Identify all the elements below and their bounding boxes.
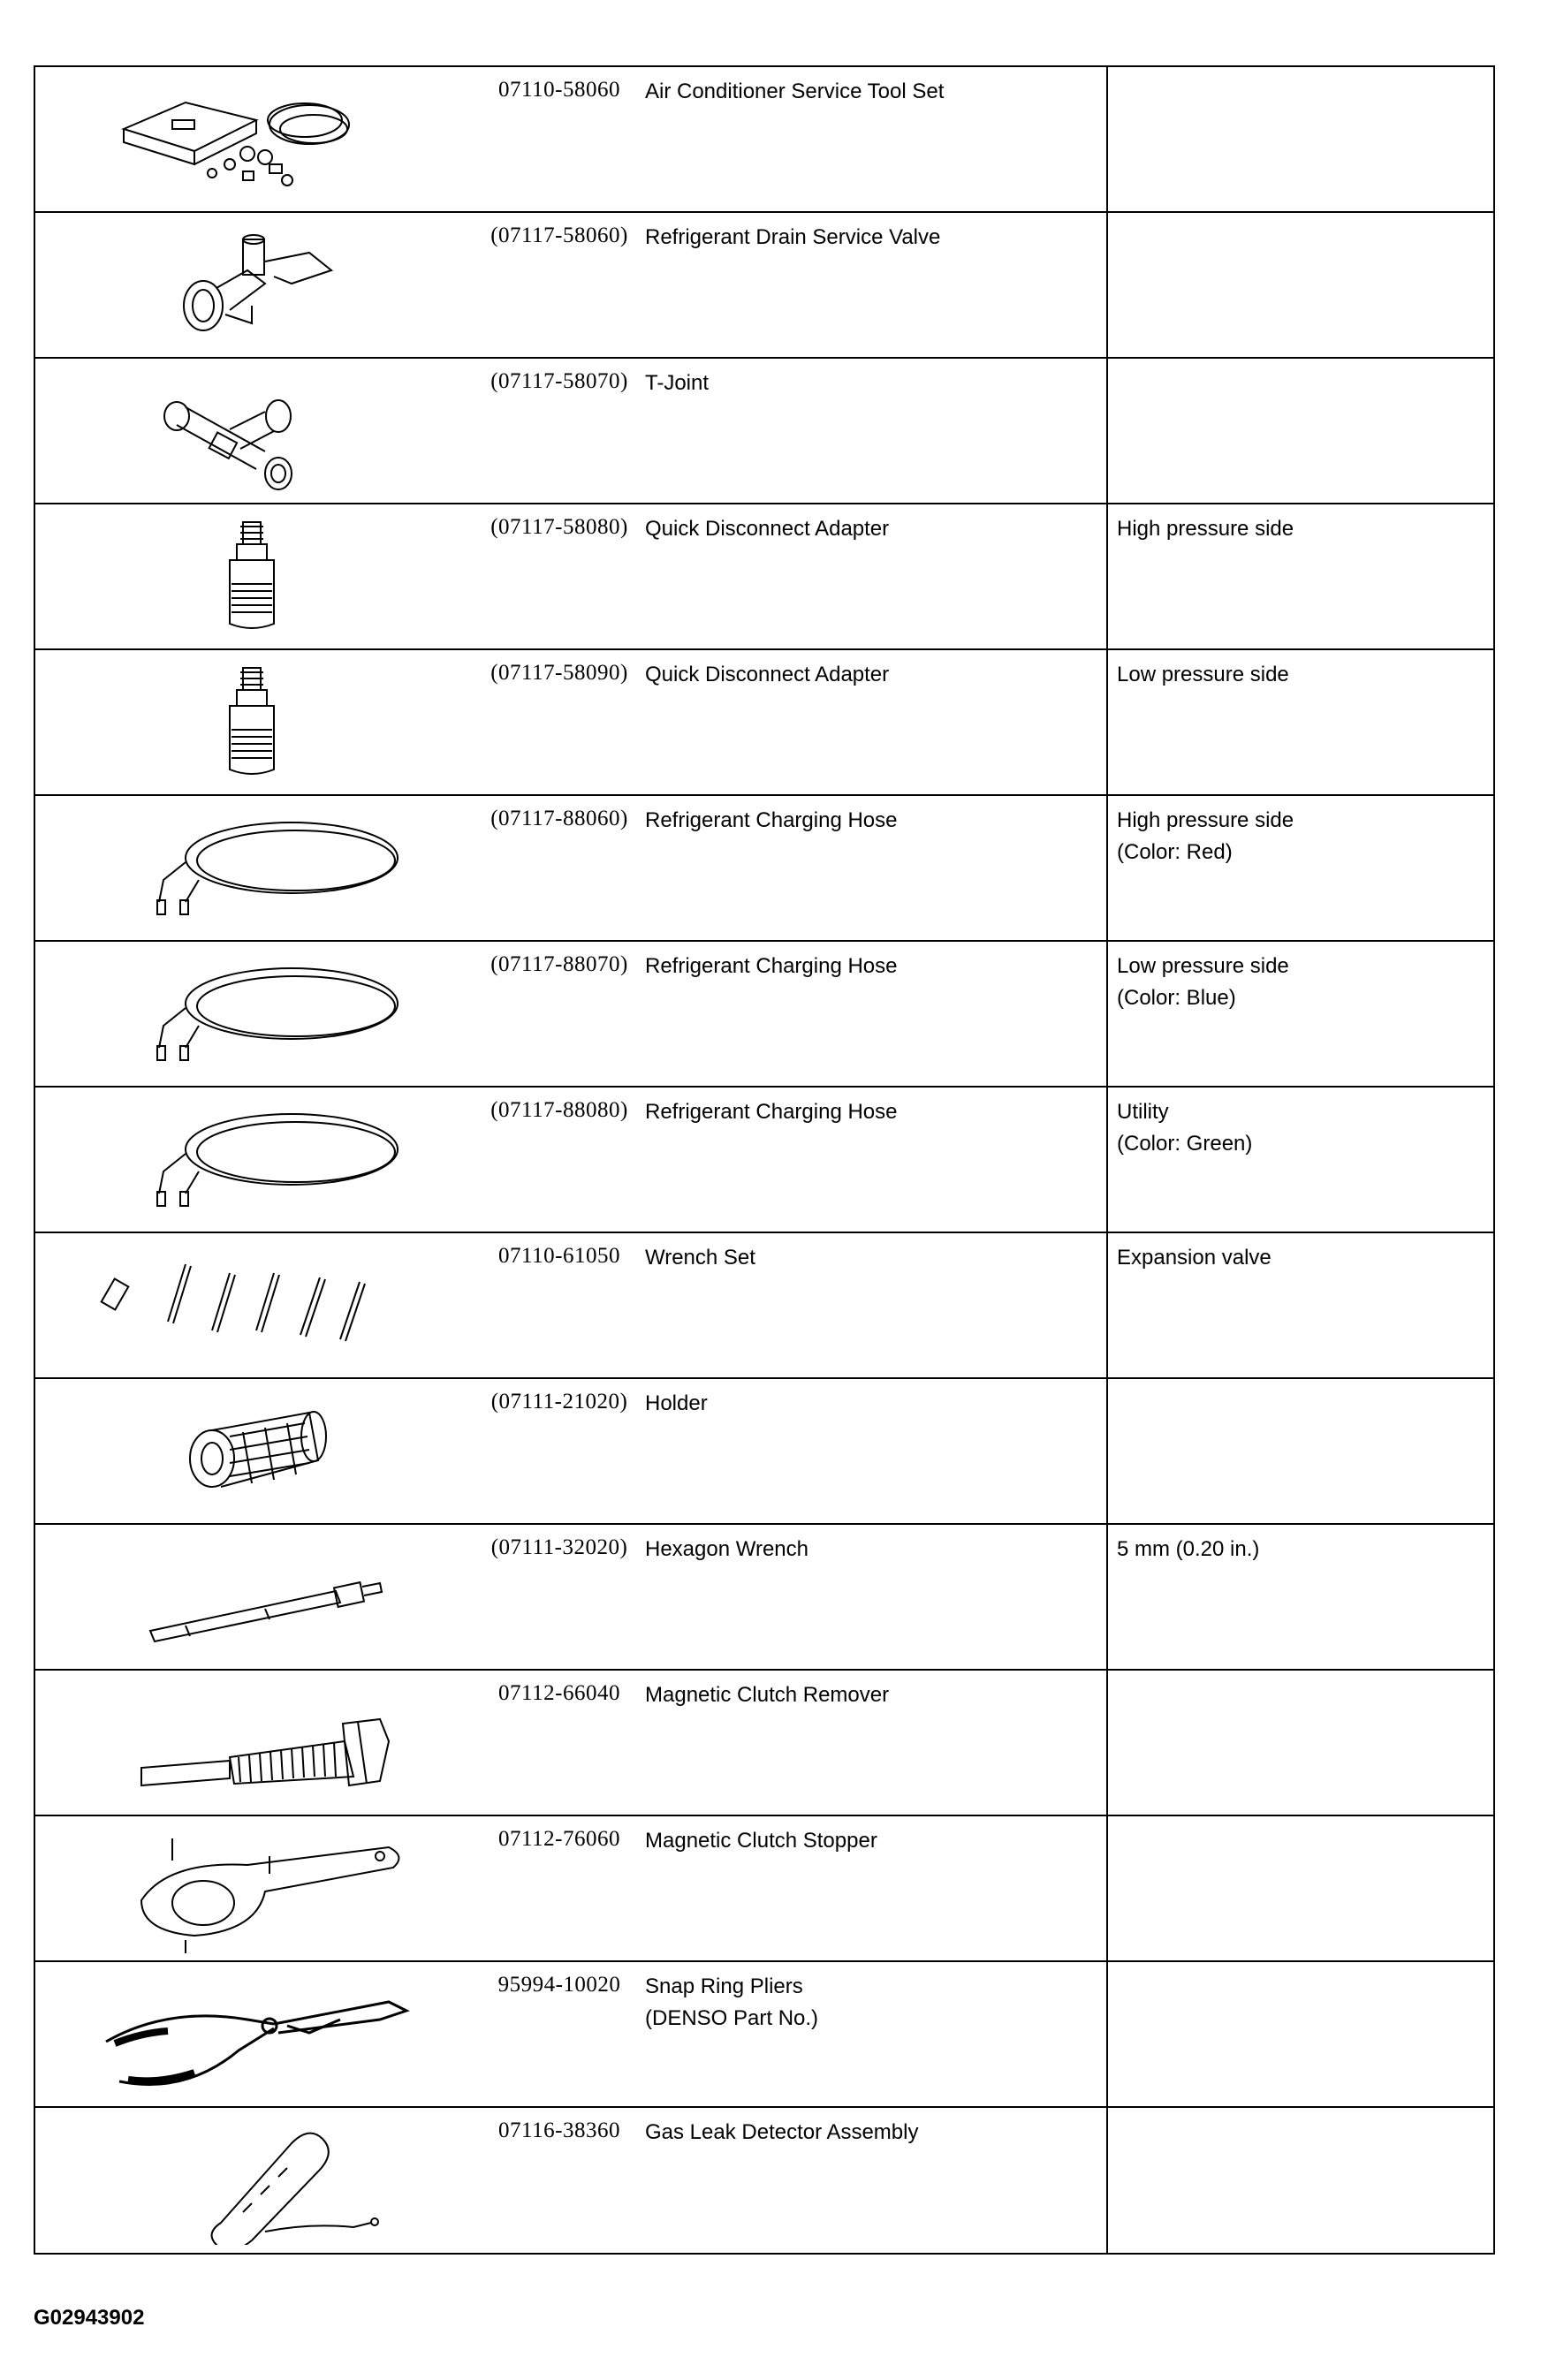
note-cell xyxy=(1117,513,1488,545)
tool-name-cell xyxy=(645,368,1122,399)
note: 5 mm (0.20 in.) xyxy=(1117,1537,1260,1561)
snap-ring-pliers-icon xyxy=(35,1962,459,2106)
tool-name: Hexagon Wrench xyxy=(645,1537,808,1561)
clutch-remover-icon xyxy=(35,1671,459,1815)
tool-name: Refrigerant Charging Hose xyxy=(645,954,898,978)
note-cell xyxy=(1117,1096,1488,1160)
table-row xyxy=(35,1525,1493,1671)
tool-name: Magnetic Clutch Remover xyxy=(645,1683,890,1707)
note: Low pressure side xyxy=(1117,954,1289,978)
tool-name: Magnetic Clutch Stopper xyxy=(645,1829,877,1853)
table-row xyxy=(35,2108,1493,2255)
table-row xyxy=(35,359,1493,504)
tool-name: Refrigerant Charging Hose xyxy=(645,1100,898,1124)
table-row xyxy=(35,1379,1493,1525)
tool-table xyxy=(34,65,1495,2255)
note-sub: (Color: Blue) xyxy=(1117,986,1236,1010)
t-joint-icon xyxy=(35,359,459,503)
tool-name: Snap Ring Pliers xyxy=(645,1974,803,1998)
part-number: (07117-88080) xyxy=(490,1098,628,1122)
tool-name-sub: (DENSO Part No.) xyxy=(645,2006,819,2030)
part-number: 95994-10020 xyxy=(497,1973,621,1997)
part-number: 07110-58060 xyxy=(498,78,620,102)
note: Low pressure side xyxy=(1117,663,1289,686)
clutch-stopper-icon xyxy=(35,1816,459,1960)
part-number: (07117-88070) xyxy=(490,952,628,976)
part-number: (07117-58090) xyxy=(490,661,628,685)
part-number: (07111-32020) xyxy=(490,1535,628,1559)
tool-name: Refrigerant Charging Hose xyxy=(645,808,898,832)
tool-name-cell xyxy=(645,951,1122,982)
tool-name: Gas Leak Detector Assembly xyxy=(645,2120,919,2144)
charging-hose-icon xyxy=(35,942,459,1086)
note: High pressure side xyxy=(1117,808,1294,832)
tool-name: Refrigerant Drain Service Valve xyxy=(645,225,941,249)
table-row xyxy=(35,213,1493,359)
note: Utility xyxy=(1117,1100,1169,1124)
tool-name-cell xyxy=(645,1534,1122,1565)
charging-hose-icon xyxy=(35,796,459,940)
table-row xyxy=(35,67,1493,213)
tool-name-cell xyxy=(645,222,1122,254)
part-number: 07112-76060 xyxy=(498,1827,620,1851)
part-number: 07116-38360 xyxy=(498,2119,620,2142)
tool-name: Quick Disconnect Adapter xyxy=(645,663,890,686)
part-number: 07112-66040 xyxy=(498,1681,620,1705)
table-row xyxy=(35,650,1493,796)
holder-icon xyxy=(35,1379,459,1523)
note-sub: (Color: Red) xyxy=(1117,840,1233,864)
tool-name-cell xyxy=(645,1388,1122,1420)
tool-name-cell xyxy=(645,513,1122,545)
tool-name-cell xyxy=(645,805,1122,837)
part-number: (07117-88060) xyxy=(490,807,628,830)
tool-name-cell xyxy=(645,1679,1122,1711)
note-cell xyxy=(1117,659,1488,691)
drain-valve-icon xyxy=(35,213,459,357)
figure-id: G02943902 xyxy=(34,2306,145,2330)
wrench-set-icon xyxy=(35,1233,459,1377)
tool-name-cell xyxy=(645,659,1122,691)
part-number: 07110-61050 xyxy=(498,1244,620,1268)
note-cell xyxy=(1117,951,1488,1014)
tool-name: T-Joint xyxy=(645,371,710,395)
part-number: (07117-58060) xyxy=(490,224,628,247)
table-row xyxy=(35,1816,1493,1962)
table-row xyxy=(35,1233,1493,1379)
service-tool-set-icon xyxy=(35,67,459,211)
adapter-icon xyxy=(35,504,459,648)
table-row xyxy=(35,1962,1493,2108)
note-cell xyxy=(1117,1534,1488,1565)
table-row xyxy=(35,504,1493,650)
tool-name: Wrench Set xyxy=(645,1246,755,1270)
note-cell xyxy=(1117,1242,1488,1274)
note: Expansion valve xyxy=(1117,1246,1272,1270)
tool-name-cell xyxy=(645,1242,1122,1274)
table-row xyxy=(35,942,1493,1088)
leak-detector-icon xyxy=(35,2108,459,2255)
tool-name-cell xyxy=(645,2117,1122,2149)
note-cell xyxy=(1117,805,1488,868)
tool-name: Quick Disconnect Adapter xyxy=(645,517,890,541)
table-row xyxy=(35,1671,1493,1816)
note: High pressure side xyxy=(1117,517,1294,541)
part-number: (07117-58070) xyxy=(490,369,628,393)
table-row xyxy=(35,1088,1493,1233)
part-number: (07111-21020) xyxy=(490,1390,628,1414)
tool-name: Holder xyxy=(645,1391,708,1415)
table-row xyxy=(35,796,1493,942)
hex-wrench-icon xyxy=(35,1525,459,1669)
note-sub: (Color: Green) xyxy=(1117,1132,1253,1156)
tool-name-cell xyxy=(645,1096,1122,1128)
part-number: (07117-58080) xyxy=(490,515,628,539)
tool-name: Air Conditioner Service Tool Set xyxy=(645,80,945,103)
tool-name-cell xyxy=(645,76,1122,108)
tool-name-cell xyxy=(645,1971,1122,2035)
adapter-icon xyxy=(35,650,459,794)
charging-hose-icon xyxy=(35,1088,459,1232)
tool-name-cell xyxy=(645,1825,1122,1857)
